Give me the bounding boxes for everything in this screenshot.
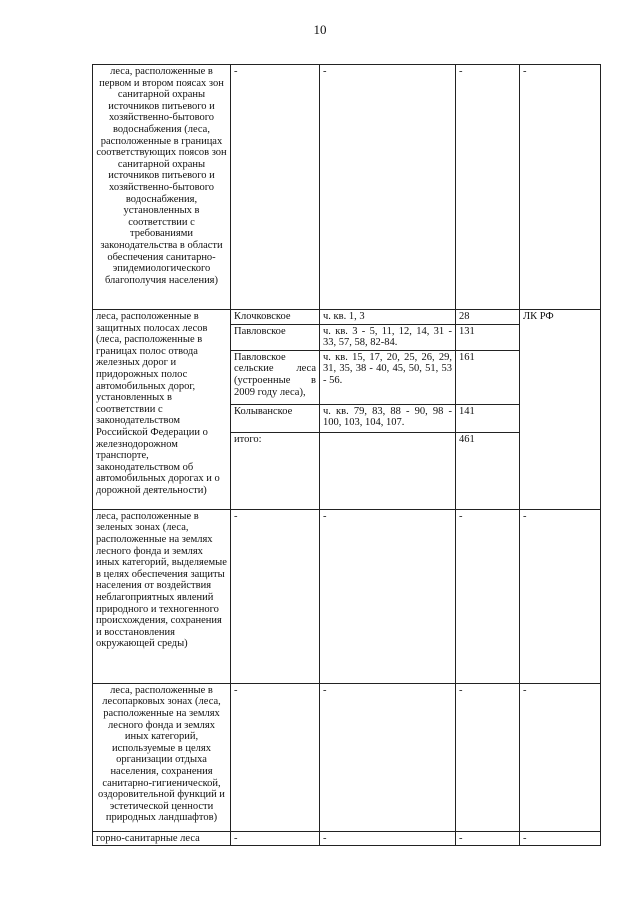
category-cell: леса, расположенные в защитных полосах лесов (леса, расположенные в границах полос отвода железных дорог и придорожных полос автомобильных дорог, установленных в соответствии с законодательством Российской Федерации о железнодорожном транспорте, законодательством об автомобильных дорогах и о дорожной деятельности) [93, 310, 231, 510]
forestry-cell: Колыванское [231, 404, 320, 432]
area-cell: - [456, 509, 520, 683]
table-row [93, 65, 601, 310]
quarters-cell: - [320, 831, 456, 846]
forestry-cell: итого: [231, 432, 320, 509]
area-cell: 131 [456, 324, 520, 350]
area-cell: - [456, 65, 520, 310]
area-cell: 461 [456, 432, 520, 509]
category-cell: леса, расположенные в зеленых зонах (леса, расположенные на землях лесного фонда и землях иных категорий, выделяемые в целях обеспечения защиты населения от воздействия неблагоприятных явлений природного и техногенного происхождения, сохранения и восстановления окружающей среды) [93, 509, 231, 683]
forestry-cell: Павловское [231, 324, 320, 350]
category-cell: леса, расположенные в лесопарковых зонах (леса, расположенные на землях лесного фонда и землях иных категорий, используемые в целях организации отдыха населения, сохранения санитарно-гигиенической, оздоровительной функций и эстетической ценности природных ландшафтов) [93, 683, 231, 831]
quarters-cell: ч. кв. 3 - 5, 11, 12, 14, 31 - 33, 57, 58, 82-84. [320, 324, 456, 350]
category-cell: леса, расположенные в первом и втором поясах зон санитарной охраны источников питьевого и хозяйственно-бытового водоснабжения (леса, расположенные в границах соответствующих поясов зон санитарной охраны источников питьевого и хозяйственно-бытового водоснабжения, установленных в соответствии с требованиями законодательства в области обеспечения санитарно-эпидемиологического благополучия населения) [93, 65, 231, 310]
basis-cell: - [520, 65, 601, 310]
forest-protection-table [92, 64, 601, 846]
basis-cell: ЛК РФ [520, 310, 601, 510]
quarters-cell [320, 432, 456, 509]
area-cell: 28 [456, 310, 520, 325]
page-number: 10 [313, 22, 327, 37]
area-cell: 161 [456, 350, 520, 404]
area-cell: - [456, 683, 520, 831]
table-row [93, 310, 601, 325]
forestry-cell: Клочковское [231, 310, 320, 325]
table-row [93, 831, 601, 846]
table-row [93, 509, 601, 683]
quarters-cell: ч. кв. 79, 83, 88 - 90, 98 - 100, 103, 104, 107. [320, 404, 456, 432]
category-cell: горно-санитарные леса [93, 831, 231, 846]
basis-cell: - [520, 683, 601, 831]
quarters-cell: ч. кв. 15, 17, 20, 25, 26, 29, 31, 35, 38 - 40, 45, 50, 51, 53 - 56. [320, 350, 456, 404]
basis-cell: - [520, 509, 601, 683]
quarters-cell: - [320, 683, 456, 831]
forestry-cell: - [231, 509, 320, 683]
forestry-cell: - [231, 683, 320, 831]
area-cell: 141 [456, 404, 520, 432]
area-cell: - [456, 831, 520, 846]
forestry-cell: - [231, 831, 320, 846]
quarters-cell: - [320, 65, 456, 310]
quarters-cell: ч. кв. 1, 3 [320, 310, 456, 325]
forestry-cell: - [231, 65, 320, 310]
table-row [93, 683, 601, 831]
quarters-cell: - [320, 509, 456, 683]
forestry-cell: Павловское сельские леса (устроенные в 2009 году леса), [231, 350, 320, 404]
basis-cell: - [520, 831, 601, 846]
